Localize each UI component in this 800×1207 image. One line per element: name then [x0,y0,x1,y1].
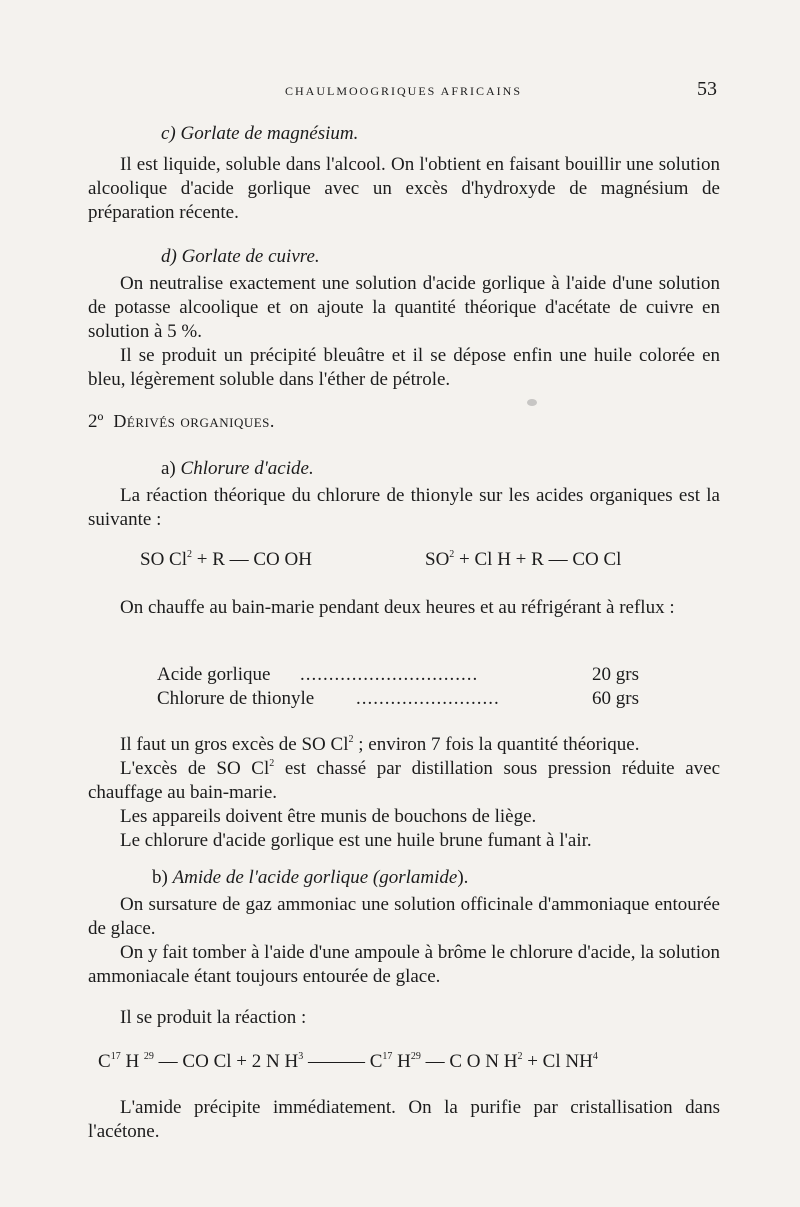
section-a-body-1: La réaction théorique du chlorure de thionyle sur les acides organiques est la suivante : [88,485,720,530]
equation-1-right: $SO^2 + Cl$ H + R — CO Cl [425,549,622,570]
section-a-body-2: On chauffe au bain-marie pendant deux heures et au réfrigérant à reflux : [120,597,675,618]
page-number: 53 [697,78,717,100]
section-c-title: c) Gorlate de magnésium. [161,123,359,144]
reagent-quantity: 60 grs [592,688,639,709]
section-a-body-5: Les appareils doivent être munis de bouchons de liège. [120,806,537,827]
section-a-body-3: Il faut un gros excès de SO Cl$^2$ ; environ 7 fois la quantité théorique. [120,734,640,755]
section-b-body-4: L'amide précipite immédiatement. On la purifie par cristallisation dans l'acétone. [88,1097,720,1142]
section-b-heading: b) Amide de l'acide gorlique (gorlamide). [152,867,469,888]
reagent-leader-dots: ............................... [300,664,479,685]
section-c-body: Il est liquide, soluble dans l'alcool. On l'obtient en faisant bouillir une solution alcoolique d'acide gorlique avec un excès d'hydroxyde de magnésium de préparation récente. [88,154,720,223]
ink-speck [527,399,537,406]
section-a-label: a) [161,458,176,479]
reagent-leader-dots: ......................... [356,688,500,709]
equation-1-left: SO $Cl^2 + R$ — CO OH [140,549,312,570]
section-a-title: Chlorure d'acide. [180,458,314,479]
section-d-title: d) Gorlate de cuivre. [161,246,320,267]
section-d-body-1: On neutralise exactement une solution d'acide gorlique à l'aide d'une solution de potasse alcoolique et on ajoute la quantité théorique d'acétate de cuivre en solution à 5 %. [88,273,720,342]
reagent-quantity: 20 grs [592,664,639,685]
equation-2: $C^{17}$ H $^{29}$ — CO Cl + 2 N $H^3$ ——— $C^{17}$ $H^{29}$ — C O N $H^2 + Cl$ $NH^4$ [98,1051,598,1072]
part-2-number: 2º [88,411,104,432]
section-b-body-3: Il se produit la réaction : [120,1007,307,1028]
section-a-body-6: Le chlorure d'acide gorlique est une huile brune fumant à l'air. [120,830,592,851]
section-b-body-2: On y fait tomber à l'aide d'une ampoule à brôme le chlorure d'acide, la solution ammoniacale étant toujours entourée de glace. [88,942,720,987]
section-a-heading [161,458,314,480]
running-title: CHAULMOOGRIQUES AFRICAINS [285,84,523,98]
part-2-title: Dérivés organiques. [113,411,275,431]
section-a-body-4: L'excès de SO Cl$^2$ est chassé par distillation sous pression réduite avec chauffage au bain-marie. [88,758,720,803]
reagent-name: Acide gorlique [157,664,271,685]
part-2-heading [88,411,275,433]
section-b-label: b) [152,867,168,888]
section-d-body-2: Il se produit un précipité bleuâtre et il se dépose enfin une huile colorée en bleu, légèrement soluble dans l'éther de pétrole. [88,345,720,390]
reagent-name: Chlorure de thionyle [157,688,315,709]
section-b-body-1: On sursature de gaz ammoniac une solution officinale d'ammoniaque entourée de glace. [88,894,720,939]
